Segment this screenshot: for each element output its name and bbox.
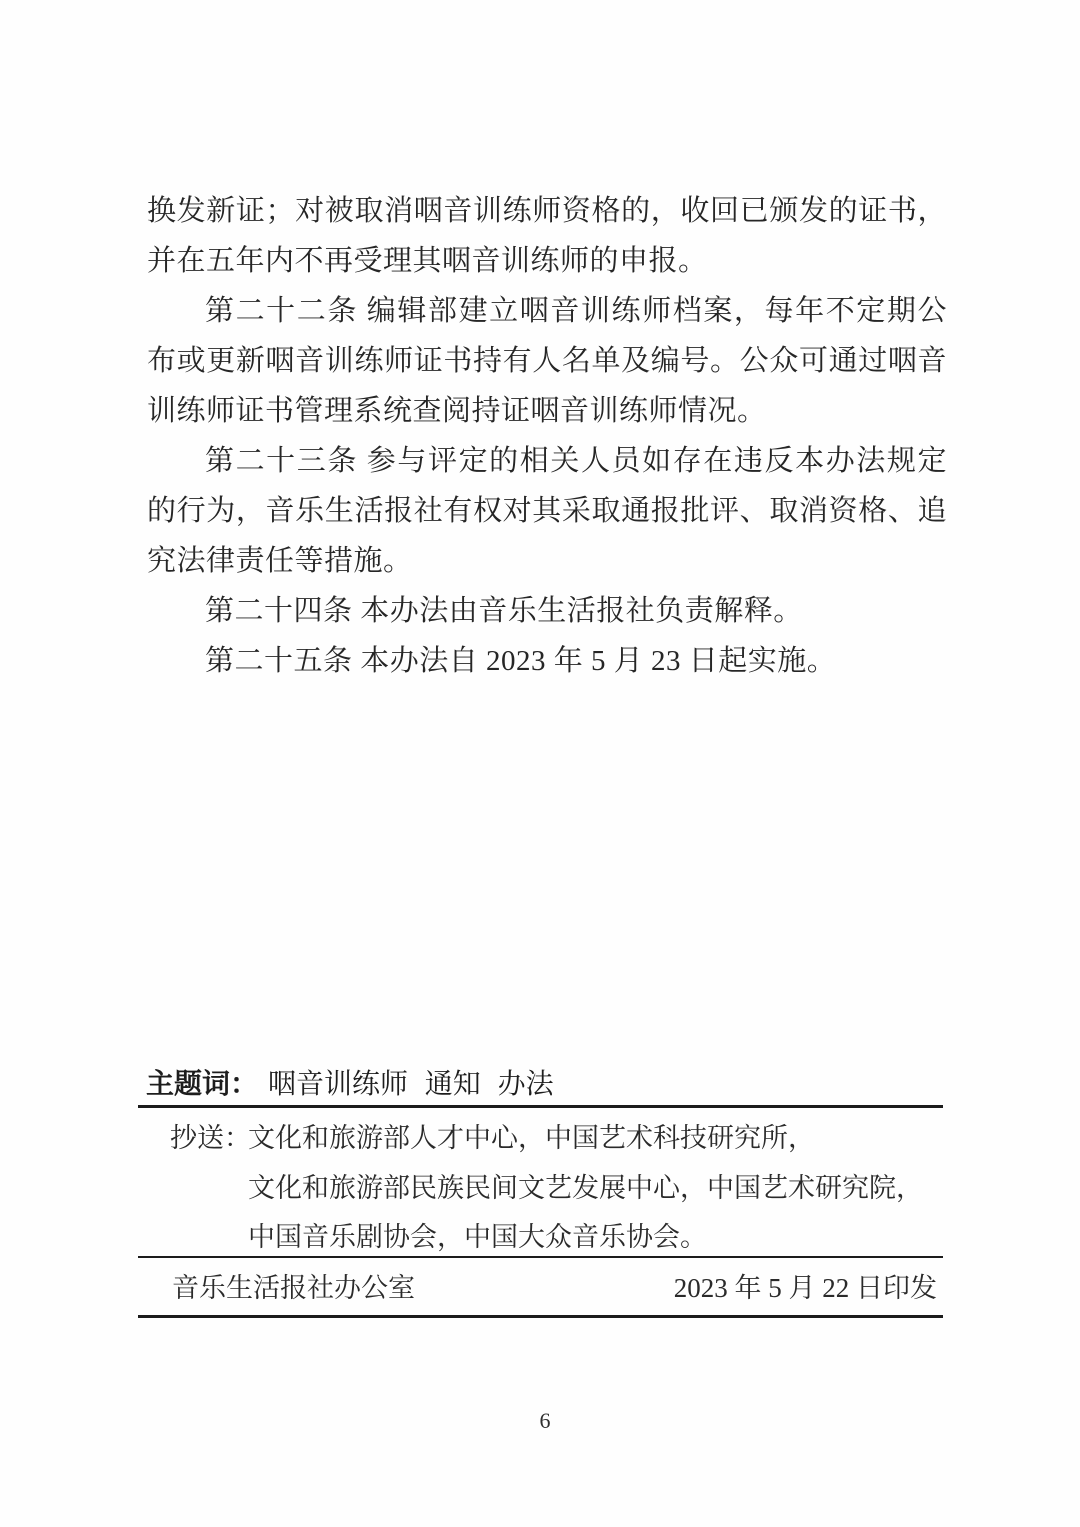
divider-below-issue (138, 1315, 943, 1318)
issuing-office: 音乐生活报社办公室 (172, 1273, 415, 1303)
subject-label: 主题词： (146, 1068, 259, 1099)
cc-row-1 (170, 1114, 943, 1164)
cc-line-2: 文化和旅游部民族民间文艺发展中心，中国艺术研究院， (248, 1172, 923, 1203)
paragraph-continuation: 换发新证；对被取消咽音训练师资格的，收回已颁发的证书，并在五年内不再受理其咽音训练师的申报。 (147, 195, 947, 277)
page-number: 6 (539, 1408, 551, 1433)
divider-above-issue (138, 1256, 943, 1258)
cc-line-3: 中国音乐剧协会，中国大众音乐协会。 (248, 1222, 707, 1252)
subject-keywords: 咽音训练师 通知 办法 (268, 1068, 554, 1099)
issue-row (172, 1269, 937, 1307)
cc-line-1: 文化和旅游部人才中心，中国艺术科技研究所， (248, 1123, 815, 1153)
paragraph-article-23: 第二十三条 参与评定的相关人员如存在违反本办法规定的行为，音乐生活报社有权对其采取通报批评、取消资格、追究法律责任等措施。 (147, 445, 947, 577)
paragraph-article-24: 第二十四条 本办法由音乐生活报社负责解释。 (205, 595, 803, 627)
paragraph-article-22: 第二十二条 编辑部建立咽音训练师档案，每年不定期公布或更新咽音训练师证书持有人名单及编号。公众可通过咽音训练师证书管理系统查阅持证咽音训练师情况。 (147, 295, 947, 427)
document-body (147, 186, 947, 686)
subject-keywords-row (146, 1066, 946, 1102)
paragraph-article-25: 第二十五条 本办法自 2023 年 5 月 23 日起实施。 (205, 645, 837, 677)
issue-date: 2023 年 5 月 22 日印发 (673, 1273, 937, 1303)
divider-under-subject (138, 1105, 943, 1108)
cc-block (170, 1114, 943, 1263)
cc-label: 抄送： (170, 1123, 251, 1153)
cc-row-2 (170, 1164, 943, 1214)
